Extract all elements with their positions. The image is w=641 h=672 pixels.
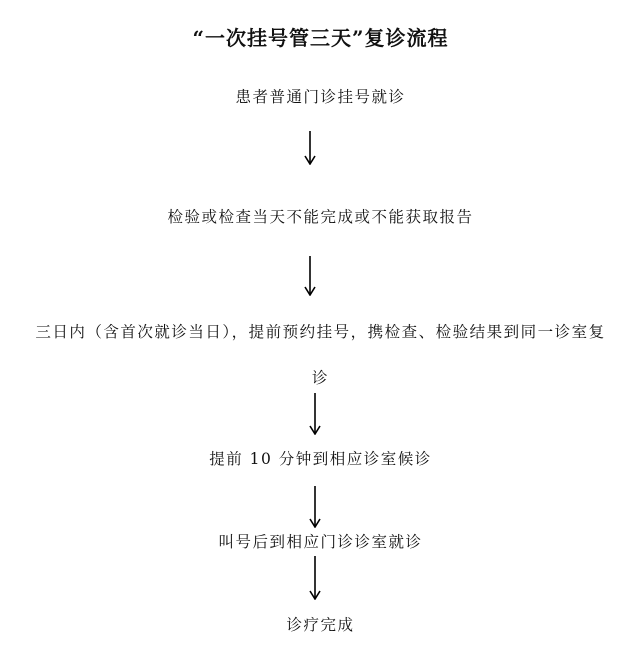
step-5-consultation: 叫号后到相应门诊诊室就诊 [218, 533, 423, 551]
arrow-down-3 [309, 393, 321, 435]
step-2-incomplete-tests: 检验或检查当天不能完成或不能获取报告 [167, 208, 474, 226]
step-3-follow-up-appointment: 三日内（含首次就诊当日），提前预约挂号，携检查、检验结果到同一诊室复诊 [35, 323, 606, 387]
arrow-down-2 [304, 256, 316, 296]
step-6-treatment-complete: 诊疗完成 [286, 616, 355, 634]
step-4-wait-at-clinic: 提前 10 分钟到相应诊室候诊 [209, 450, 432, 468]
arrow-down-1 [304, 131, 316, 165]
arrow-down-5 [309, 556, 321, 600]
step-1-registration: 患者普通门诊挂号就诊 [235, 88, 406, 106]
flowchart-title: “一次挂号管三天”复诊流程 [192, 26, 449, 50]
arrow-down-4 [309, 486, 321, 528]
